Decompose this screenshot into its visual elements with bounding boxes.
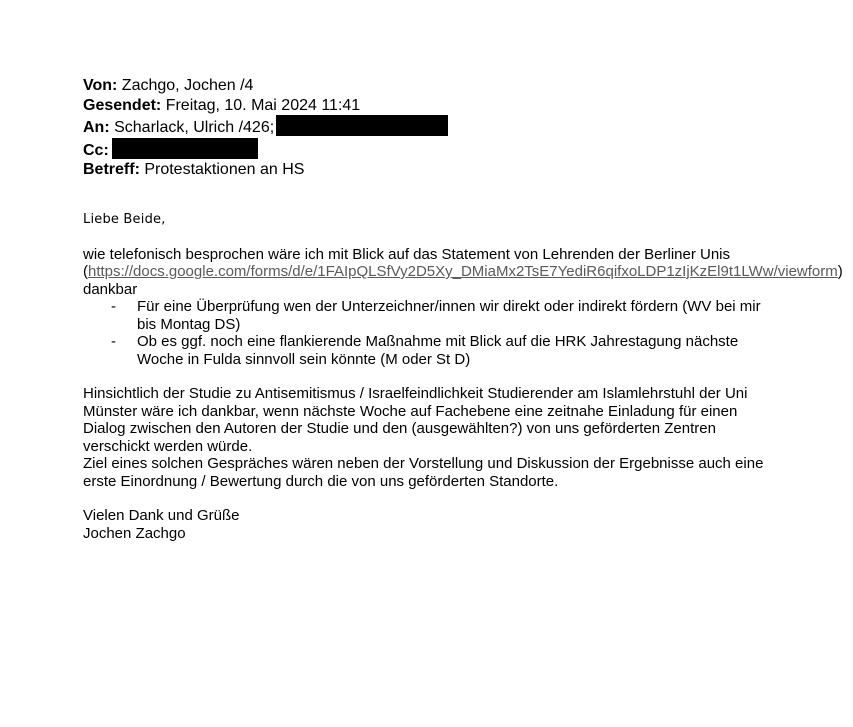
- header-from: [83, 76, 783, 96]
- cc-label: Cc:: [83, 141, 109, 159]
- sent-label: Gesendet:: [83, 96, 162, 114]
- list-item-text: Ob es ggf. noch eine flankierende Maßnahme mit Blick auf die HRK Jahrestagung nächste Woche in Fulda sinnvoll sein könnte (M oder St D): [137, 333, 739, 368]
- signature: Jochen Zachgo: [83, 524, 186, 542]
- paragraph-study: [83, 385, 783, 490]
- list-item: [83, 333, 777, 368]
- to-value: Scharlack, Ulrich /426;: [109, 119, 275, 136]
- list-item-text: Für eine Überprüfung wen der Unterzeichner/innen wir direkt oder indirekt fördern (WV bei mir bis Montag DS): [137, 298, 761, 333]
- paragraph-request-text: wie telefonisch besprochen wäre ich mit Blick auf das Statement von Lehrenden der Berliner Unis (: [83, 245, 731, 280]
- paragraph-request: [83, 245, 843, 299]
- redaction-bar: [112, 138, 258, 159]
- subject-value: Protestaktionen an HS: [139, 161, 305, 178]
- header-cc: [83, 138, 783, 161]
- form-link[interactable]: https://docs.google.com/forms/d/e/1FAIpQLSfVy2D5Xy_DMiaMx2TsE7YediR6qifxoLDP1zIjKzEl9t1LWw/viewform: [88, 263, 838, 280]
- bullet-marker: -: [111, 298, 116, 315]
- closing: Vielen Dank und Grüße: [83, 507, 240, 524]
- header-sent: [83, 96, 783, 116]
- paragraph-request-after: ) dankbar: [83, 263, 843, 298]
- sent-value: Freitag, 10. Mai 2024 11:41: [161, 96, 361, 114]
- from-label: Von:: [83, 77, 118, 94]
- closing-block: [83, 507, 783, 542]
- to-label: An:: [83, 119, 110, 136]
- email-document: [83, 76, 843, 542]
- bullet-list: [83, 298, 783, 368]
- salutation: Liebe Beide,: [83, 211, 166, 227]
- from-value: Zachgo, Jochen /4: [117, 77, 254, 94]
- header-to: [83, 115, 783, 138]
- redaction-bar: [276, 115, 448, 136]
- bullet-marker: -: [111, 333, 116, 350]
- subject-label: Betreff:: [83, 161, 140, 178]
- paragraph-study-line2: Ziel eines solchen Gespräches wären neben der Vorstellung und Diskussion der Ergebnisse auch eine erste Einordnung / Bewertung durch die von uns geförderten Standorte.: [83, 455, 764, 490]
- list-item: [83, 298, 777, 333]
- header-subject: [83, 160, 783, 180]
- paragraph-study-line1: Hinsichtlich der Studie zu Antisemitismus / Israelfeindlichkeit Studierender am Islamlehrstuhl der Uni Münster wäre ich dankbar, wenn nächste Woche auf Fachebene eine zeitnahe Einladung für einen Dialog zwischen den Autoren der Studie und den (ausgewählten?) von uns geförderten Zentren verschickt werden würde.: [83, 385, 748, 455]
